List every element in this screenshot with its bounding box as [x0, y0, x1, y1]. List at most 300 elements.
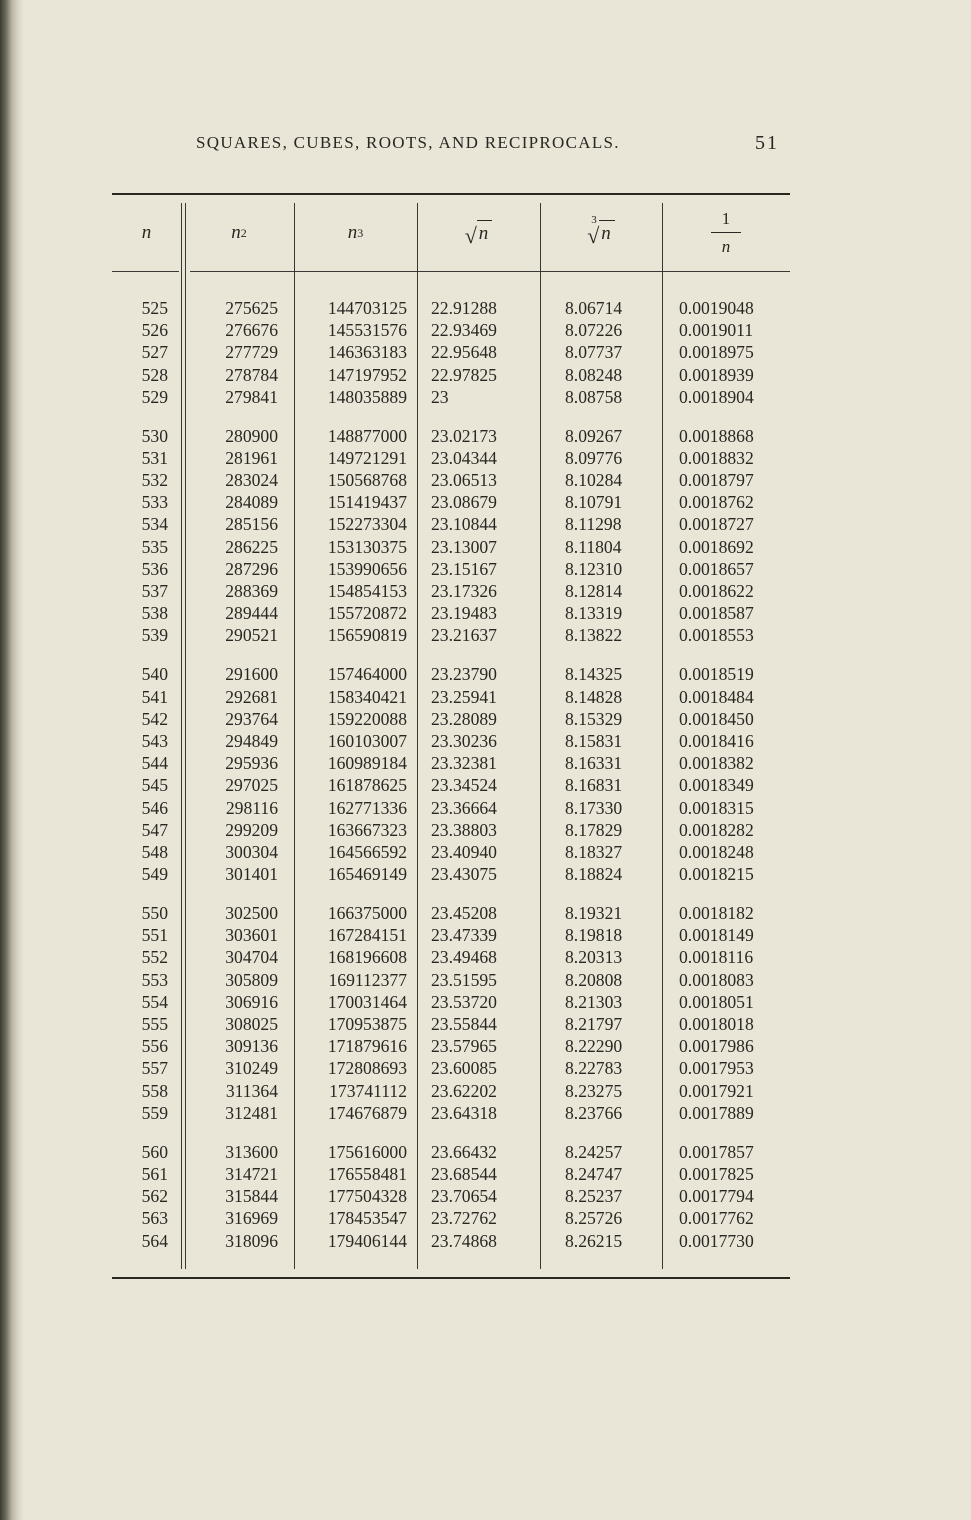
- table-row: [112, 924, 790, 946]
- cell-n-cubed: 156590819: [327, 625, 407, 646]
- table-row: [112, 902, 790, 924]
- cell-reciprocal: 0.0017921: [679, 1080, 754, 1101]
- cell-n: 543: [141, 730, 168, 751]
- cell-n-cubed: 178453547: [327, 1208, 407, 1229]
- cell-square-root: 23.08679: [431, 492, 497, 513]
- cell-cube-root: 8.19321: [565, 903, 623, 924]
- cell-square-root: 22.95648: [431, 342, 497, 363]
- cell-n-squared: 314721: [225, 1163, 278, 1184]
- cell-n-squared: 299209: [225, 819, 278, 840]
- table-row: [112, 536, 790, 558]
- cell-n-squared: 302500: [225, 903, 278, 924]
- cell-n-squared: 289444: [225, 603, 278, 624]
- cell-reciprocal: 0.0018315: [679, 797, 754, 818]
- cell-cube-root: 8.24257: [565, 1141, 623, 1162]
- cell-n: 554: [141, 991, 168, 1012]
- cell-n-cubed: 170031464: [327, 991, 407, 1012]
- cell-reciprocal: 0.0017986: [679, 1036, 754, 1057]
- cell-n-squared: 292681: [225, 686, 278, 707]
- cell-cube-root: 8.10791: [565, 492, 623, 513]
- table-row: [112, 1013, 790, 1035]
- cell-square-root: 23.36664: [431, 797, 497, 818]
- header-n-label: n: [141, 222, 152, 243]
- cell-n-squared: 304704: [225, 947, 278, 968]
- row-group: [112, 1141, 790, 1252]
- cell-reciprocal: 0.0018416: [679, 730, 754, 751]
- cell-n-cubed: 154854153: [327, 581, 407, 602]
- cell-n-cubed: 150568768: [327, 470, 407, 491]
- cell-n-cubed: 147197952: [327, 364, 407, 385]
- cell-reciprocal: 0.0017889: [679, 1102, 754, 1123]
- cell-cube-root: 8.09267: [565, 425, 623, 446]
- cell-n-cubed: 176558481: [327, 1163, 407, 1184]
- cell-reciprocal: 0.0018762: [679, 492, 754, 513]
- cell-n: 560: [141, 1141, 168, 1162]
- header-n-squared-exponent: 2: [240, 225, 247, 240]
- header-n-cubed: [294, 195, 417, 271]
- header-n: [112, 195, 181, 271]
- cell-cube-root: 8.15329: [565, 708, 623, 729]
- cell-square-root: 23.45208: [431, 903, 497, 924]
- cell-n-squared: 280900: [225, 425, 278, 446]
- cell-n: 534: [141, 514, 168, 535]
- cell-n-squared: 277729: [225, 342, 278, 363]
- table-row: [112, 341, 790, 363]
- cell-n-cubed: 159220088: [327, 708, 407, 729]
- cell-n-squared: 297025: [225, 775, 278, 796]
- cell-n: 557: [141, 1058, 168, 1079]
- cell-cube-root: 8.22290: [565, 1036, 623, 1057]
- cell-cube-root: 8.10284: [565, 470, 623, 491]
- cell-n: 532: [141, 470, 168, 491]
- cell-n-cubed: 175616000: [327, 1141, 407, 1162]
- cell-n-cubed: 146363183: [327, 342, 407, 363]
- table-row: [112, 513, 790, 535]
- cell-reciprocal: 0.0019048: [679, 298, 754, 318]
- cell-n-squared: 295936: [225, 753, 278, 774]
- cell-n-squared: 305809: [225, 969, 278, 990]
- cell-n-squared: 287296: [225, 558, 278, 579]
- cell-square-root: 23.49468: [431, 947, 497, 968]
- cell-n-cubed: 155720872: [327, 603, 407, 624]
- cell-n: 549: [141, 864, 168, 885]
- cell-n: 537: [141, 581, 168, 602]
- cell-cube-root: 8.22783: [565, 1058, 623, 1079]
- table-row: [112, 1057, 790, 1079]
- cell-n-cubed: 148877000: [327, 425, 407, 446]
- cell-cube-root: 8.09776: [565, 447, 623, 468]
- cell-n-squared: 288369: [225, 581, 278, 602]
- cell-square-root: 23.02173: [431, 425, 497, 446]
- cell-cube-root: 8.20313: [565, 947, 623, 968]
- cell-reciprocal: 0.0018282: [679, 819, 754, 840]
- cell-n-squared: 281961: [225, 447, 278, 468]
- table-row: [112, 491, 790, 513]
- cell-n: 541: [141, 686, 168, 707]
- row-group: [112, 425, 790, 647]
- cell-n-squared: 310249: [225, 1058, 278, 1079]
- cell-square-root: 23.17326: [431, 581, 497, 602]
- cell-n-cubed: 152273304: [327, 514, 407, 535]
- cell-square-root: 23.40940: [431, 841, 497, 862]
- cell-square-root: 23.13007: [431, 536, 497, 557]
- table-row: [112, 319, 790, 341]
- cell-cube-root: 8.25726: [565, 1208, 623, 1229]
- table-row: [112, 686, 790, 708]
- cell-reciprocal: 0.0018939: [679, 364, 754, 385]
- cell-n: 536: [141, 558, 168, 579]
- cell-reciprocal: 0.0018692: [679, 536, 754, 557]
- cell-n-squared: 309136: [225, 1036, 278, 1057]
- cell-n: 535: [141, 536, 168, 557]
- cell-reciprocal: 0.0018868: [679, 425, 754, 446]
- table-row: [112, 841, 790, 863]
- cell-n: 539: [141, 625, 168, 646]
- cell-n: 547: [141, 819, 168, 840]
- cell-reciprocal: 0.0017730: [679, 1230, 754, 1251]
- cell-reciprocal: 0.0018727: [679, 514, 754, 535]
- cell-n-squared: 311364: [225, 1080, 278, 1101]
- cell-square-root: 23.23790: [431, 664, 497, 685]
- cell-n-squared: 283024: [225, 470, 278, 491]
- cell-reciprocal: 0.0017794: [679, 1186, 754, 1207]
- cell-square-root: 22.93469: [431, 320, 497, 341]
- cell-cube-root: 8.14325: [565, 664, 623, 685]
- cell-n: 551: [141, 925, 168, 946]
- cell-cube-root: 8.12814: [565, 581, 623, 602]
- table-row: [112, 558, 790, 580]
- table-row: [112, 624, 790, 646]
- cell-cube-root: 8.18824: [565, 864, 623, 885]
- cell-square-root: 23.53720: [431, 991, 497, 1012]
- cell-n-squared: 279841: [225, 386, 278, 407]
- cell-reciprocal: 0.0018182: [679, 903, 754, 924]
- table-row: [112, 797, 790, 819]
- cell-cube-root: 8.16331: [565, 753, 623, 774]
- cell-cube-root: 8.23275: [565, 1080, 623, 1101]
- table-row: [112, 364, 790, 386]
- cell-reciprocal: 0.0018975: [679, 342, 754, 363]
- table-row: [112, 1230, 790, 1252]
- cell-square-root: 23.21637: [431, 625, 497, 646]
- table-row: [112, 1207, 790, 1229]
- cell-n-squared: 285156: [225, 514, 278, 535]
- reciprocal-fraction: [711, 209, 741, 257]
- cell-reciprocal: 0.0018657: [679, 558, 754, 579]
- cell-reciprocal: 0.0018382: [679, 753, 754, 774]
- cell-reciprocal: 0.0018018: [679, 1014, 754, 1035]
- cell-square-root: 23.25941: [431, 686, 497, 707]
- cell-square-root: 23.47339: [431, 925, 497, 946]
- cell-n-squared: 315844: [225, 1186, 278, 1207]
- cell-reciprocal: 0.0018248: [679, 841, 754, 862]
- header-n-cubed-exponent: 3: [357, 225, 364, 240]
- table-row: [112, 863, 790, 885]
- cell-n: 548: [141, 841, 168, 862]
- cell-cube-root: 8.08248: [565, 364, 623, 385]
- cell-n-cubed: 161878625: [327, 775, 407, 796]
- row-group: [112, 663, 790, 885]
- cell-cube-root: 8.21797: [565, 1014, 623, 1035]
- cube-root-radicand: n: [599, 220, 615, 245]
- cell-cube-root: 8.20808: [565, 969, 623, 990]
- radical-icon: √: [464, 222, 477, 248]
- table-row: [112, 1035, 790, 1057]
- cell-square-root: 23.66432: [431, 1141, 497, 1162]
- cell-n-squared: 303601: [225, 925, 278, 946]
- cell-square-root: 23.04344: [431, 447, 497, 468]
- header-n-squared: [184, 195, 294, 271]
- cell-square-root: 23.72762: [431, 1208, 497, 1229]
- cell-n-squared: 284089: [225, 492, 278, 513]
- cell-n: 533: [141, 492, 168, 513]
- cell-n: 545: [141, 775, 168, 796]
- running-head: SQUARES, CUBES, ROOTS, AND RECIPROCALS.: [196, 133, 620, 152]
- cell-n-squared: 300304: [225, 841, 278, 862]
- cell-n-squared: 298116: [225, 797, 278, 818]
- cell-n: 527: [141, 342, 168, 363]
- cell-square-root: 23.57965: [431, 1036, 497, 1057]
- cell-n-cubed: 149721291: [327, 447, 407, 468]
- cell-square-root: 23: [431, 386, 449, 407]
- cell-n-cubed: 153990656: [327, 558, 407, 579]
- cell-n: 552: [141, 947, 168, 968]
- cell-n-squared: 318096: [225, 1230, 278, 1251]
- cell-n-squared: 278784: [225, 364, 278, 385]
- table-row: [112, 819, 790, 841]
- cell-n-cubed: 153130375: [327, 536, 407, 557]
- cell-n-cubed: 160103007: [327, 730, 407, 751]
- cell-reciprocal: 0.0017825: [679, 1163, 754, 1184]
- cell-n-squared: 316969: [225, 1208, 278, 1229]
- table-row: [112, 425, 790, 447]
- table-row: [112, 447, 790, 469]
- cell-n-squared: 286225: [225, 536, 278, 557]
- cell-n-cubed: 163667323: [327, 819, 407, 840]
- cell-reciprocal: 0.0018622: [679, 581, 754, 602]
- table-row: [112, 774, 790, 796]
- fraction-bar: [711, 232, 741, 233]
- cell-reciprocal: 0.0018553: [679, 625, 754, 646]
- cell-square-root: 22.97825: [431, 364, 497, 385]
- cell-n-squared: 275625: [225, 298, 278, 318]
- cell-cube-root: 8.21303: [565, 991, 623, 1012]
- cell-reciprocal: 0.0018519: [679, 664, 754, 685]
- cell-reciprocal: 0.0017857: [679, 1141, 754, 1162]
- cell-n-cubed: 179406144: [327, 1230, 407, 1251]
- header-n-cubed-base: n: [347, 222, 358, 243]
- cell-n: 525: [141, 298, 168, 318]
- cell-square-root: 23.32381: [431, 753, 497, 774]
- cell-n: 540: [141, 664, 168, 685]
- cell-square-root: 23.10844: [431, 514, 497, 535]
- cell-n: 563: [141, 1208, 168, 1229]
- row-group: [112, 297, 790, 408]
- cell-n: 562: [141, 1186, 168, 1207]
- cell-square-root: 23.30236: [431, 730, 497, 751]
- cell-cube-root: 8.13822: [565, 625, 623, 646]
- cell-square-root: 23.06513: [431, 470, 497, 491]
- cell-n-cubed: 171879616: [327, 1036, 407, 1057]
- row-group: [112, 902, 790, 1124]
- cell-n: 550: [141, 903, 168, 924]
- cell-square-root: 23.70654: [431, 1186, 497, 1207]
- page-number: 51: [755, 132, 779, 154]
- cell-square-root: 23.64318: [431, 1102, 497, 1123]
- cell-n: 555: [141, 1014, 168, 1035]
- cell-n-cubed: 174676879: [327, 1102, 407, 1123]
- cell-cube-root: 8.13319: [565, 603, 623, 624]
- cell-reciprocal: 0.0017762: [679, 1208, 754, 1229]
- cell-n: 564: [141, 1230, 168, 1251]
- cell-cube-root: 8.06714: [565, 298, 623, 318]
- cell-cube-root: 8.11298: [565, 514, 622, 535]
- cell-n-cubed: 158340421: [327, 686, 407, 707]
- cell-n: 542: [141, 708, 168, 729]
- header-square-root: [417, 195, 540, 271]
- cell-cube-root: 8.25237: [565, 1186, 623, 1207]
- cell-n-squared: 301401: [225, 864, 278, 885]
- cell-cube-root: 8.19818: [565, 925, 623, 946]
- cell-n-squared: 306916: [225, 991, 278, 1012]
- square-root-expression: [465, 220, 493, 247]
- table-row: [112, 580, 790, 602]
- cell-n-cubed: 170953875: [327, 1014, 407, 1035]
- table-row: [112, 730, 790, 752]
- book-spine-edge: [0, 0, 24, 1520]
- cell-n-cubed: 177504328: [327, 1186, 407, 1207]
- cube-root-index: 3: [591, 213, 597, 226]
- header-rule: [190, 271, 790, 272]
- cell-cube-root: 8.26215: [565, 1230, 623, 1251]
- cell-n-cubed: 169112377: [328, 969, 407, 990]
- cell-reciprocal: 0.0018587: [679, 603, 754, 624]
- cell-n-cubed: 145531576: [327, 320, 407, 341]
- cube-root-expression: [587, 213, 615, 248]
- table-row: [112, 708, 790, 730]
- table-row: [112, 602, 790, 624]
- cell-cube-root: 8.11804: [565, 536, 622, 557]
- cell-reciprocal: 0.0018349: [679, 775, 754, 796]
- cell-n: 553: [141, 969, 168, 990]
- cell-cube-root: 8.12310: [565, 558, 623, 579]
- cell-square-root: 23.51595: [431, 969, 497, 990]
- cell-cube-root: 8.15831: [565, 730, 623, 751]
- cell-n: 529: [141, 386, 168, 407]
- cell-square-root: 22.91288: [431, 298, 497, 318]
- cell-square-root: 23.19483: [431, 603, 497, 624]
- cell-reciprocal: 0.0018832: [679, 447, 754, 468]
- cell-square-root: 23.43075: [431, 864, 497, 885]
- cell-n-squared: 293764: [225, 708, 278, 729]
- cell-reciprocal: 0.0018083: [679, 969, 754, 990]
- cell-cube-root: 8.24747: [565, 1163, 623, 1184]
- cell-n-squared: 313600: [225, 1141, 278, 1162]
- square-root-radicand: n: [477, 220, 493, 245]
- cell-n: 531: [141, 447, 168, 468]
- cell-square-root: 23.60085: [431, 1058, 497, 1079]
- cell-reciprocal: 0.0018215: [679, 864, 754, 885]
- cell-reciprocal: 0.0018149: [679, 925, 754, 946]
- cell-n: 528: [141, 364, 168, 385]
- cell-n: 556: [141, 1036, 168, 1057]
- table-row: [112, 469, 790, 491]
- cell-reciprocal: 0.0017953: [679, 1058, 754, 1079]
- cell-square-root: 23.38803: [431, 819, 497, 840]
- cell-n-cubed: 172808693: [327, 1058, 407, 1079]
- cell-reciprocal: 0.0019011: [679, 320, 754, 341]
- radical-icon: √ 3: [587, 213, 600, 248]
- cell-cube-root: 8.23766: [565, 1102, 623, 1123]
- table-row: [112, 991, 790, 1013]
- cell-cube-root: 8.17330: [565, 797, 623, 818]
- cell-n: 546: [141, 797, 168, 818]
- cell-reciprocal: 0.0018904: [679, 386, 754, 407]
- cell-n: 544: [141, 753, 168, 774]
- cell-n-cubed: 144703125: [327, 298, 407, 318]
- table-body: [112, 297, 790, 1268]
- table-row: [112, 1185, 790, 1207]
- table-row: [112, 969, 790, 991]
- cell-n-cubed: 164566592: [327, 841, 407, 862]
- cell-n-cubed: 162771336: [327, 797, 407, 818]
- table-row: [112, 1080, 790, 1102]
- table-row: [112, 386, 790, 408]
- table-row: [112, 297, 790, 319]
- cell-n-squared: 294849: [225, 730, 278, 751]
- cell-n: 538: [141, 603, 168, 624]
- cell-n-cubed: 166375000: [327, 903, 407, 924]
- reciprocal-denominator: n: [721, 237, 731, 256]
- cell-cube-root: 8.07737: [565, 342, 623, 363]
- cell-n-cubed: 173741112: [329, 1080, 407, 1101]
- table-row: [112, 1102, 790, 1124]
- cell-cube-root: 8.18327: [565, 841, 623, 862]
- cell-reciprocal: 0.0018797: [679, 470, 754, 491]
- cell-n: 558: [141, 1080, 168, 1101]
- cell-n: 526: [141, 320, 168, 341]
- table-row: [112, 663, 790, 685]
- cell-cube-root: 8.07226: [565, 320, 623, 341]
- cell-reciprocal: 0.0018484: [679, 686, 754, 707]
- math-table: [112, 193, 790, 1279]
- table-row: [112, 1163, 790, 1185]
- table-row: [112, 752, 790, 774]
- cell-square-root: 23.15167: [431, 558, 497, 579]
- cell-square-root: 23.55844: [431, 1014, 497, 1035]
- cell-square-root: 23.28089: [431, 708, 497, 729]
- cell-n-squared: 291600: [225, 664, 278, 685]
- cell-cube-root: 8.17829: [565, 819, 623, 840]
- header-cube-root: [540, 195, 662, 271]
- table-row: [112, 946, 790, 968]
- reciprocal-numerator: 1: [721, 209, 731, 228]
- cell-square-root: 23.74868: [431, 1230, 497, 1251]
- header-n-squared-base: n: [231, 222, 241, 243]
- cell-cube-root: 8.14828: [565, 686, 623, 707]
- cell-n-squared: 290521: [225, 625, 278, 646]
- cell-n-cubed: 151419437: [327, 492, 407, 513]
- cell-n: 530: [141, 425, 168, 446]
- header-reciprocal: [662, 195, 790, 271]
- cell-n-cubed: 160989184: [327, 753, 407, 774]
- cell-n-cubed: 148035889: [327, 386, 407, 407]
- cell-n-squared: 276676: [225, 320, 278, 341]
- cell-cube-root: 8.16831: [565, 775, 623, 796]
- cell-reciprocal: 0.0018051: [679, 991, 754, 1012]
- cell-square-root: 23.68544: [431, 1163, 497, 1184]
- cell-n: 559: [141, 1102, 168, 1123]
